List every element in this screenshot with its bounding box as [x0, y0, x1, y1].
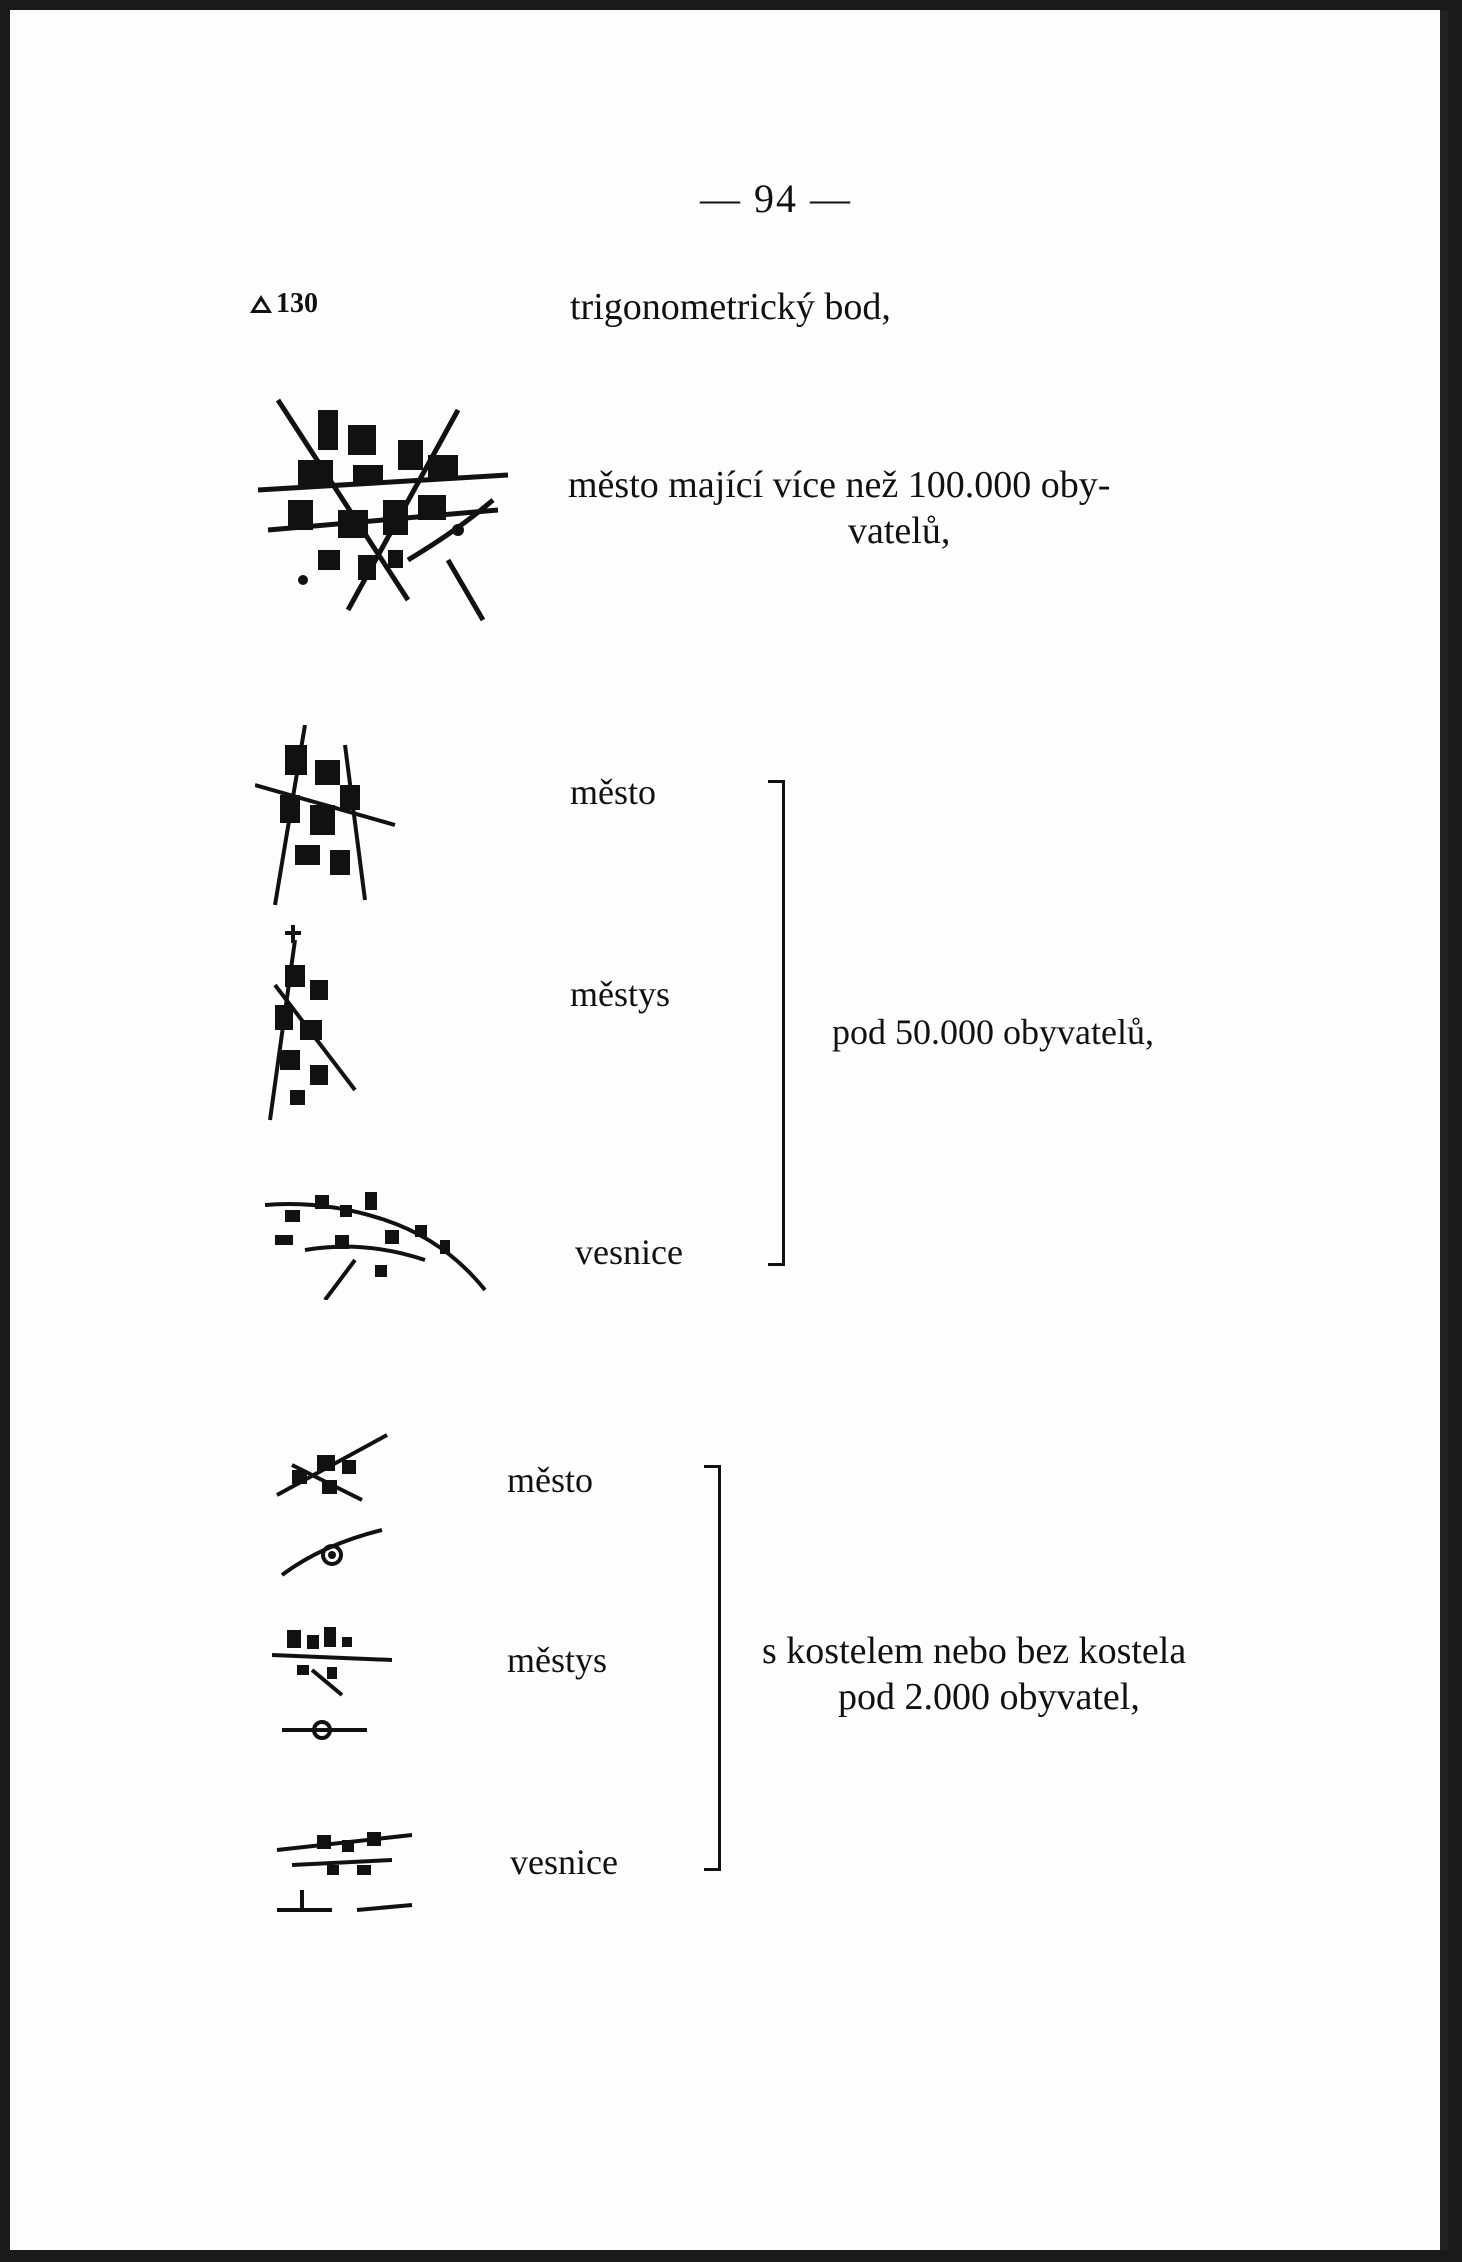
market-town-map-symbol: [255, 925, 375, 1125]
group1-item-town: město: [570, 772, 656, 812]
trig-point-number: 130: [276, 288, 318, 319]
triangle-icon: [250, 295, 272, 313]
group2-note-line1: s kostelem nebo bez kostela: [762, 1630, 1187, 1672]
town-map-symbol: [255, 725, 405, 910]
large-city-label-line1: město mající více než 100.000 oby-: [568, 464, 1111, 506]
group1-brace: [768, 780, 788, 1280]
large-city-label-line2: vatelů,: [848, 510, 951, 552]
scanned-page: [10, 10, 1448, 2250]
group1-item-market-town: městys: [570, 974, 671, 1014]
small-market-town-map-symbol: [272, 1615, 402, 1745]
group2-item-village: vesnice: [510, 1842, 618, 1882]
trig-point-mark: [250, 288, 318, 320]
group2-note-line2: pod 2.000 obyvatel,: [838, 1676, 1140, 1718]
group2-brace: [704, 1465, 724, 1885]
page-number: — 94 —: [700, 176, 852, 221]
village-map-symbol: [265, 1180, 495, 1300]
group1-item-village: vesnice: [575, 1232, 683, 1272]
small-town-map-symbol: [272, 1425, 402, 1585]
large-city-map-symbol: [258, 380, 518, 630]
trig-point-label: trigonometrický bod,: [570, 286, 891, 328]
group2-item-town: město: [507, 1460, 593, 1500]
group1-note: pod 50.000 obyvatelů,: [832, 1012, 1154, 1052]
small-village-map-symbol: [272, 1810, 422, 1930]
group2-item-market-town: městys: [507, 1640, 608, 1680]
